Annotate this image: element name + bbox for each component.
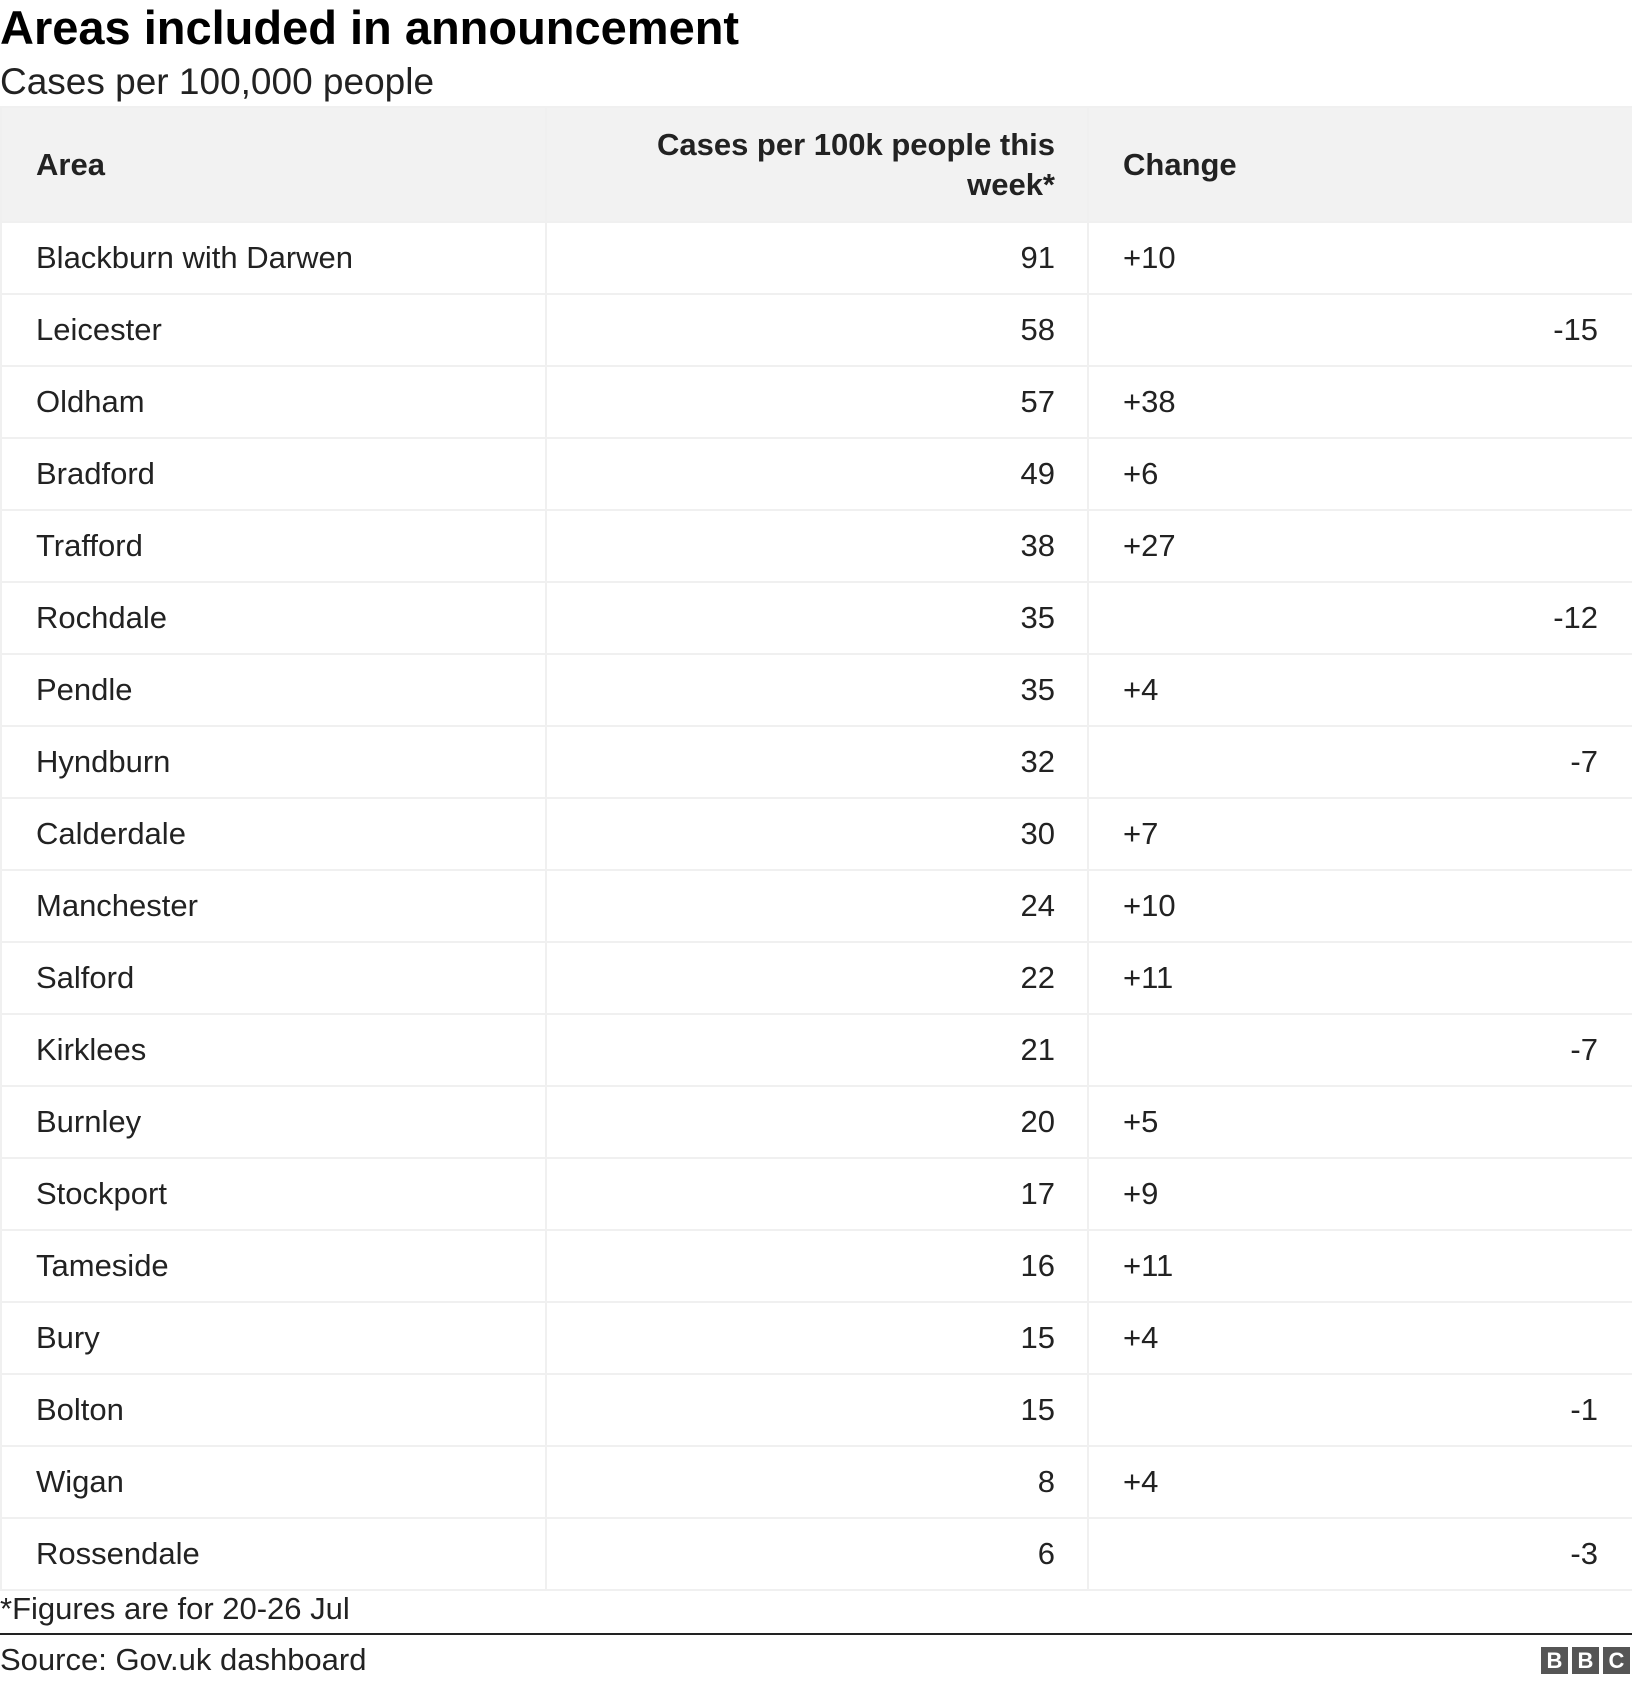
table-row bbox=[1, 1014, 1632, 1086]
cell-area: Bradford bbox=[1, 438, 546, 510]
cell-change bbox=[1088, 942, 1632, 1014]
table-row bbox=[1, 438, 1632, 510]
source-note: Source: Gov.uk dashboard bbox=[0, 1642, 367, 1677]
bbc-logo bbox=[1541, 1647, 1630, 1674]
cell-cases: 49 bbox=[546, 438, 1088, 510]
cell-cases: 21 bbox=[546, 1014, 1088, 1086]
cell-area: Pendle bbox=[1, 654, 546, 726]
change-value-negative: -7 bbox=[1570, 1032, 1598, 1067]
cell-change bbox=[1088, 1086, 1632, 1158]
change-value-negative: -7 bbox=[1570, 744, 1598, 779]
cell-area: Salford bbox=[1, 942, 546, 1014]
change-value-negative: -12 bbox=[1553, 600, 1598, 635]
cell-change bbox=[1088, 1518, 1632, 1590]
cell-change bbox=[1088, 1374, 1632, 1446]
table-body bbox=[1, 222, 1632, 1590]
cell-cases: 58 bbox=[546, 294, 1088, 366]
cell-change bbox=[1088, 798, 1632, 870]
change-value-positive: +4 bbox=[1123, 1464, 1159, 1499]
change-value-positive: +11 bbox=[1123, 960, 1174, 995]
column-header-area: Area bbox=[1, 107, 546, 222]
table-row bbox=[1, 1086, 1632, 1158]
cell-cases: 57 bbox=[546, 366, 1088, 438]
cell-change bbox=[1088, 870, 1632, 942]
cell-area: Rochdale bbox=[1, 582, 546, 654]
cell-change bbox=[1088, 1446, 1632, 1518]
table-row bbox=[1, 1446, 1632, 1518]
cell-area: Oldham bbox=[1, 366, 546, 438]
cell-area: Blackburn with Darwen bbox=[1, 222, 546, 294]
cell-change bbox=[1088, 582, 1632, 654]
cell-cases: 22 bbox=[546, 942, 1088, 1014]
data-table bbox=[0, 106, 1632, 1591]
table-row bbox=[1, 582, 1632, 654]
chart-subtitle: Cases per 100,000 people bbox=[0, 61, 435, 102]
table-row bbox=[1, 726, 1632, 798]
cell-area: Rossendale bbox=[1, 1518, 546, 1590]
cell-change bbox=[1088, 438, 1632, 510]
table-row bbox=[1, 366, 1632, 438]
cell-area: Tameside bbox=[1, 1230, 546, 1302]
change-value-positive: +6 bbox=[1123, 456, 1159, 491]
bbc-logo-letter: B bbox=[1541, 1647, 1568, 1674]
table-row bbox=[1, 870, 1632, 942]
bbc-logo-letter: B bbox=[1572, 1647, 1599, 1674]
cell-change bbox=[1088, 726, 1632, 798]
footnote: *Figures are for 20-26 Jul bbox=[0, 1591, 350, 1626]
source-divider bbox=[0, 1633, 1632, 1635]
cell-change bbox=[1088, 1014, 1632, 1086]
chart-title: Areas included in announcement bbox=[0, 1, 740, 54]
table-row bbox=[1, 1518, 1632, 1590]
cell-area: Stockport bbox=[1, 1158, 546, 1230]
change-value-positive: +5 bbox=[1123, 1104, 1159, 1139]
change-value-negative: -15 bbox=[1553, 312, 1598, 347]
cell-cases: 8 bbox=[546, 1446, 1088, 1518]
change-value-positive: +4 bbox=[1123, 1320, 1159, 1355]
cell-cases: 15 bbox=[546, 1302, 1088, 1374]
table-row bbox=[1, 942, 1632, 1014]
cell-cases: 91 bbox=[546, 222, 1088, 294]
cell-change bbox=[1088, 222, 1632, 294]
bbc-logo-letter: C bbox=[1603, 1647, 1630, 1674]
table-row bbox=[1, 1302, 1632, 1374]
cell-cases: 6 bbox=[546, 1518, 1088, 1590]
change-value-positive: +11 bbox=[1123, 1248, 1174, 1283]
cell-cases: 17 bbox=[546, 1158, 1088, 1230]
change-value-negative: -1 bbox=[1570, 1392, 1598, 1427]
table-row bbox=[1, 798, 1632, 870]
table-row bbox=[1, 222, 1632, 294]
table-row bbox=[1, 294, 1632, 366]
table-row bbox=[1, 654, 1632, 726]
cell-area: Wigan bbox=[1, 1446, 546, 1518]
cell-change bbox=[1088, 654, 1632, 726]
cell-area: Trafford bbox=[1, 510, 546, 582]
cell-cases: 30 bbox=[546, 798, 1088, 870]
cell-change bbox=[1088, 1158, 1632, 1230]
cell-cases: 20 bbox=[546, 1086, 1088, 1158]
change-value-positive: +10 bbox=[1123, 240, 1176, 275]
change-value-negative: -3 bbox=[1570, 1536, 1598, 1571]
table-header-row bbox=[1, 107, 1632, 222]
table-row bbox=[1, 1374, 1632, 1446]
cell-area: Hyndburn bbox=[1, 726, 546, 798]
table-row bbox=[1, 1158, 1632, 1230]
cell-area: Bolton bbox=[1, 1374, 546, 1446]
cell-cases: 16 bbox=[546, 1230, 1088, 1302]
cell-area: Burnley bbox=[1, 1086, 546, 1158]
cell-area: Calderdale bbox=[1, 798, 546, 870]
cell-cases: 15 bbox=[546, 1374, 1088, 1446]
table-row bbox=[1, 510, 1632, 582]
cell-area: Manchester bbox=[1, 870, 546, 942]
change-value-positive: +4 bbox=[1123, 672, 1159, 707]
cell-cases: 35 bbox=[546, 654, 1088, 726]
change-value-positive: +27 bbox=[1123, 528, 1176, 563]
cell-area: Bury bbox=[1, 1302, 546, 1374]
cell-area: Kirklees bbox=[1, 1014, 546, 1086]
column-header-change: Change bbox=[1088, 107, 1632, 222]
table-row bbox=[1, 1230, 1632, 1302]
cell-cases: 32 bbox=[546, 726, 1088, 798]
cell-change bbox=[1088, 294, 1632, 366]
cell-change bbox=[1088, 1302, 1632, 1374]
cell-change bbox=[1088, 1230, 1632, 1302]
cell-cases: 35 bbox=[546, 582, 1088, 654]
change-value-positive: +7 bbox=[1123, 816, 1159, 851]
cell-cases: 38 bbox=[546, 510, 1088, 582]
cell-cases: 24 bbox=[546, 870, 1088, 942]
change-value-positive: +10 bbox=[1123, 888, 1176, 923]
cell-change bbox=[1088, 366, 1632, 438]
column-header-cases: Cases per 100k people this week* bbox=[546, 107, 1088, 222]
change-value-positive: +9 bbox=[1123, 1176, 1159, 1211]
change-value-positive: +38 bbox=[1123, 384, 1176, 419]
cell-change bbox=[1088, 510, 1632, 582]
cell-area: Leicester bbox=[1, 294, 546, 366]
table-header bbox=[1, 107, 1632, 222]
